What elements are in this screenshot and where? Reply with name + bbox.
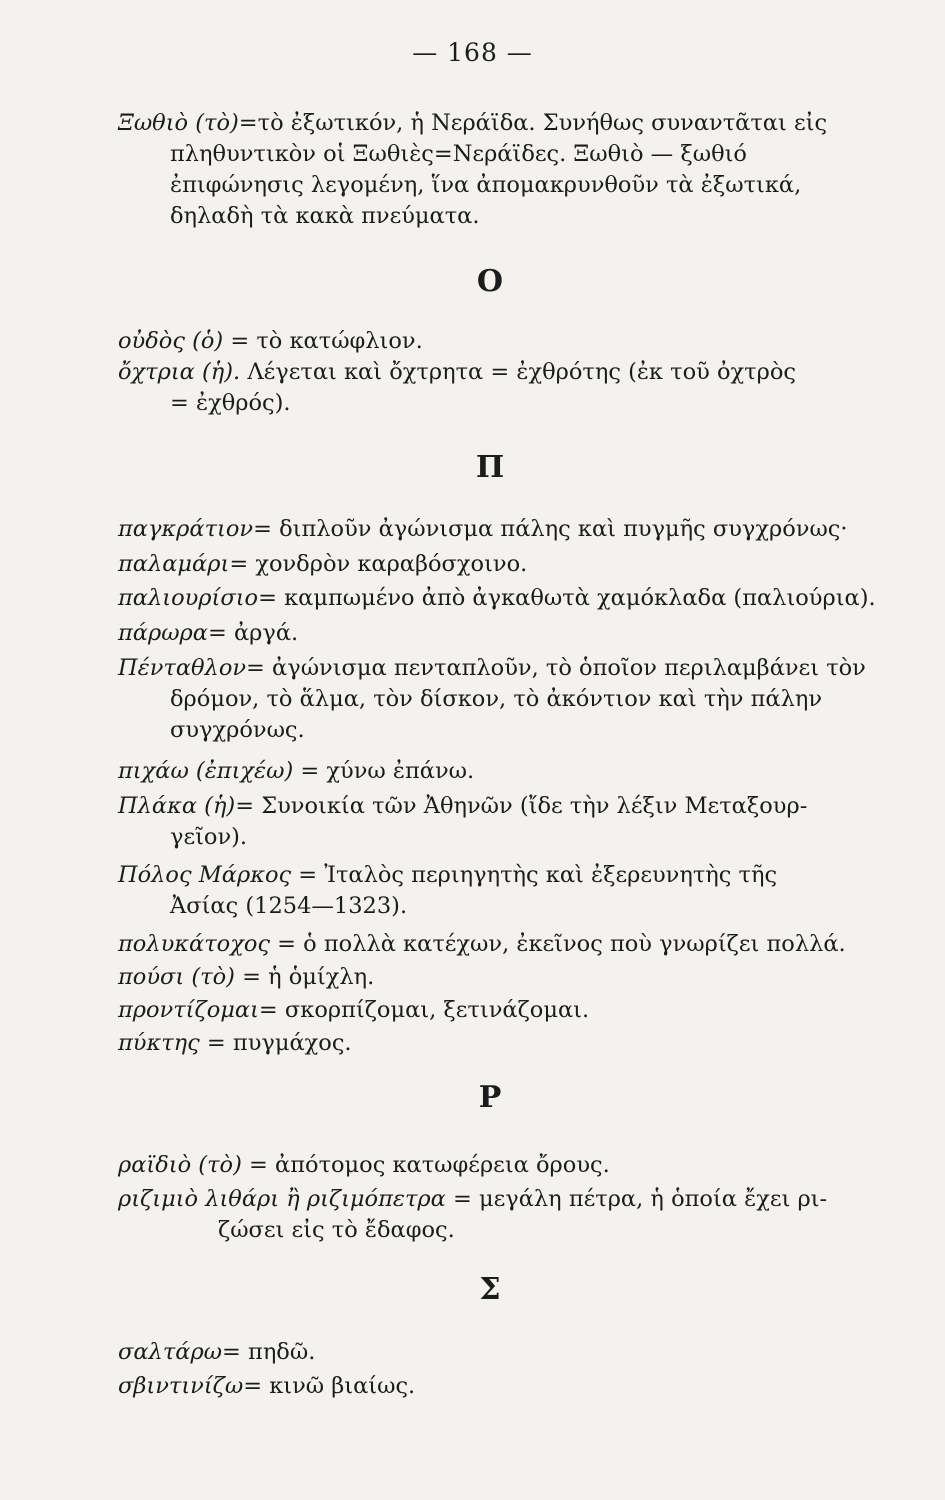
entry-pankration — [118, 514, 878, 545]
section-letter-omicron: Ο — [476, 264, 504, 299]
entry-definition-line: πληθυντικὸν οἱ Ξωθιὲς=Νεράϊδες. Ξωθιὸ — ξωθιό — [170, 141, 747, 167]
entry-definition-line: δρόμον, τὸ ἅλμα, τὸν δίσκον, τὸ ἀκόντιον καὶ τὴν πάλην — [170, 686, 822, 712]
entry-definition-line: = ὁ πολλὰ κατέχων, ἐκεῖνος ποὺ γνωρίζει πολλά. — [277, 931, 846, 957]
section-letter-rho: Ρ — [478, 1080, 502, 1115]
entry-rizimio-lithari — [118, 1184, 878, 1246]
entry-parora — [118, 618, 878, 649]
entry-definition-line: γεῖον). — [170, 824, 248, 850]
entry-headword: πολυκάτοχος — [118, 931, 270, 957]
entry-headword: πιχάω (ἐπιχέω) — [118, 758, 294, 784]
entry-definition-line: = ἐχθρός). — [170, 390, 291, 416]
entry-definition-line: = κινῶ βιαίως. — [243, 1373, 416, 1399]
entry-definition-line: = χονδρὸν καραβόσχοινο. — [229, 551, 528, 577]
entry-pyktis — [118, 1028, 878, 1059]
entry-headword: Πόλος Μάρκος — [118, 862, 292, 888]
entry-definition-line: = πυγμάχος. — [206, 1030, 352, 1056]
entry-definition-line: = ἡ ὁμίχλη. — [242, 964, 375, 990]
entry-headword: σβιντινίζω — [118, 1373, 244, 1399]
entry-definition-line: = τὸ κατώφλιον. — [230, 328, 423, 354]
entry-headword: οὐδὸς (ὁ) — [118, 328, 224, 354]
entry-oudos — [118, 326, 878, 357]
entry-pentathlon — [118, 653, 878, 746]
entry-headword: ὄχτρια (ἡ). — [118, 359, 241, 385]
entry-definition-line: = Ἰταλὸς περιηγητὴς καὶ ἐξερευνητὴς τῆς — [298, 862, 778, 888]
entry-headword: ραϊδιὸ (τὸ) — [118, 1152, 242, 1178]
page-number: — 168 — — [412, 38, 533, 67]
entry-definition-line: = ἀπότομος κατωφέρεια ὄρους. — [249, 1152, 610, 1178]
entry-definition-line: Λέγεται καὶ ὄχτρητα = ἐχθρότης (ἐκ τοῦ ὀχτρὸς — [247, 359, 796, 385]
entry-definition-line: δηλαδὴ τὰ κακὰ πνεύματα. — [170, 203, 480, 229]
entry-polos-markos — [118, 860, 878, 922]
entry-definition-line: = πηδῶ. — [222, 1339, 316, 1365]
entry-definition-line: = διπλοῦν ἀγώνισμα πάλης καὶ πυγμῆς συγχρόνως· — [253, 516, 848, 542]
entry-definition-line: = χύνω ἐπάνω. — [300, 758, 475, 784]
entry-headword: Πένταθλον — [118, 655, 247, 681]
entry-headword: ριζιμιὸ λιθάρι ἢ ριζιμόπετρα — [118, 1186, 446, 1212]
entry-saltaro — [118, 1337, 878, 1368]
entry-definition-line: = ἀγώνισμα πενταπλοῦν, τὸ ὁποῖον περιλαμβάνει τὸν — [246, 655, 866, 681]
entry-definition-line: ζώσει εἰς τὸ ἔδαφος. — [218, 1217, 455, 1243]
entry-headword: παλιουρίσιο — [118, 585, 259, 611]
section-letter-pi: Π — [475, 450, 505, 485]
entry-definition-line: = ἀργά. — [207, 620, 299, 646]
entry-pichao — [118, 756, 878, 787]
entry-headword: πύκτης — [118, 1030, 200, 1056]
entry-definition-line: συγχρόνως. — [170, 717, 305, 743]
entry-xothio — [118, 108, 878, 232]
entry-headword: παλαμάρι — [118, 551, 230, 577]
entry-svintinizo — [118, 1371, 878, 1402]
entry-headword: Ξωθιὸ (τὸ) — [118, 110, 239, 136]
entry-palamari — [118, 549, 878, 580]
entry-headword: παγκράτιον — [118, 516, 254, 542]
entry-paliourisio — [118, 583, 878, 614]
entry-definition-line: Ἀσίας (1254—1323). — [170, 893, 408, 919]
entry-headword: Πλάκα (ἡ) — [118, 793, 236, 819]
entry-definition-line: = καμπωμένο ἀπὸ ἀγκαθωτὰ χαμόκλαδα (παλιούρια). — [258, 585, 876, 611]
entry-definition-line: = σκορπίζομαι, ξετινάζομαι. — [258, 997, 590, 1023]
entry-definition-line: = μεγάλη πέτρα, ἡ ὁποία ἔχει ρι- — [453, 1186, 828, 1212]
entry-prontizomai — [118, 995, 878, 1026]
entry-definition-line: ἐπιφώνησις λεγομένη, ἵνα ἀπομακρυνθοῦν τὰ ἐξωτικά, — [170, 172, 802, 198]
entry-raidio — [118, 1150, 878, 1181]
entry-ochtria — [118, 357, 878, 419]
entry-plaka — [118, 791, 878, 853]
entry-headword: πούσι (τὸ) — [118, 964, 235, 990]
entry-pousi — [118, 962, 878, 993]
entry-headword: πάρωρα — [118, 620, 208, 646]
section-letter-sigma: Σ — [479, 1272, 501, 1307]
entry-headword: προντίζομαι — [118, 997, 259, 1023]
entry-definition-line: = Συνοικία τῶν Ἀθηνῶν (ἴδε τὴν λέξιν Μεταξουρ- — [235, 793, 808, 819]
entry-headword: σαλτάρω — [118, 1339, 223, 1365]
entry-definition-line: =τὸ ἐξωτικόν, ἡ Νεράϊδα. Συνήθως συναντᾶται εἰς — [238, 110, 828, 136]
entry-polykatochos — [118, 929, 878, 960]
